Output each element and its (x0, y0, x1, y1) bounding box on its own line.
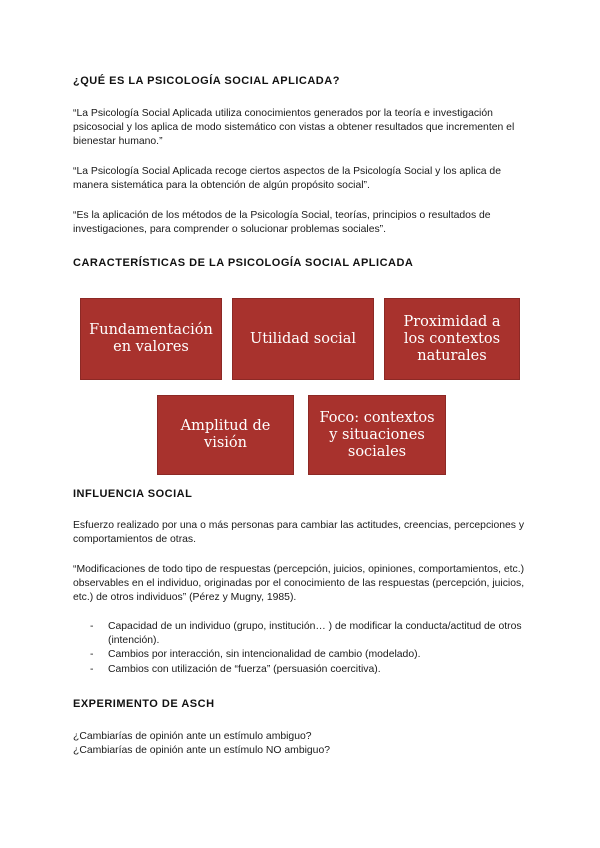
heading-experimento-asch: EXPERIMENTO DE ASCH (73, 698, 215, 710)
bullet-marker: - (90, 663, 94, 675)
influencia-quote: “Modificaciones de todo tipo de respuestas (percepción, juicios, opiniones, comportamientos, etc.) observables en el individuo, originadas por el conocimiento de las respuestas (percepción, juicios, etc.) de otros individuos” (Pérez y Mugny, 1985). (73, 564, 525, 604)
feature-box-fundamentacion (80, 298, 222, 380)
asch-question-1: ¿Cambiarías de opinión ante un estímulo ambiguo? (73, 731, 312, 742)
list-item-text: Cambios con utilización de “fuerza” (persuasión coercitiva). (108, 663, 381, 675)
influencia-bullet-list (73, 620, 533, 677)
definition-quote-1: “La Psicología Social Aplicada utiliza conocimientos generados por la teoría e investigación psicosocial y los aplica de modo sistemático con vistas a obtener resultados que incrementen el bienestar humano.” (73, 108, 515, 148)
feature-box-label: Amplitud de visión (180, 418, 271, 451)
list-item-text: Capacidad de un individuo (grupo, institución… ) de modificar la conducta/actitud de otros (intención). (108, 621, 522, 647)
feature-box-proximidad (384, 298, 520, 380)
feature-box-label: Fundamentación en valores (89, 322, 213, 355)
heading-caracteristicas: CARACTERÍSTICAS DE LA PSICOLOGÍA SOCIAL APLICADA (73, 257, 414, 269)
feature-box-utilidad-social (232, 298, 374, 380)
list-item (73, 620, 533, 648)
heading-influencia-social: INFLUENCIA SOCIAL (73, 488, 193, 500)
heading-que-es-psicologia-social-aplicada: ¿QUÉ ES LA PSICOLOGÍA SOCIAL APLICADA? (73, 75, 340, 87)
feature-box-label: Foco: contextos y situaciones sociales (319, 409, 435, 460)
list-item-text: Cambios por interacción, sin intencionalidad de cambio (modelado). (108, 649, 421, 661)
asch-questions (73, 730, 533, 758)
list-item (73, 648, 533, 662)
list-item (73, 663, 533, 677)
definition-quote-2: “La Psicología Social Aplicada recoge ciertos aspectos de la Psicología Social y los aplica de manera sistemática para la obtención de algún propósito social”. (73, 166, 501, 192)
asch-question-2: ¿Cambiarías de opinión ante un estímulo NO ambiguo? (73, 745, 331, 757)
feature-box-label: Proximidad a los contextos naturales (403, 313, 501, 364)
influencia-definition: Esfuerzo realizado por una o más personas para cambiar las actitudes, creencias, percepciones y comportamientos de otras. (73, 520, 525, 546)
bullet-marker: - (90, 621, 94, 632)
feature-box-label: Utilidad social (250, 330, 356, 347)
feature-box-amplitud (157, 395, 294, 475)
definition-quote-3: “Es la aplicación de los métodos de la Psicología Social, teorías, principios o resultados de investigaciones, para comprender o solucionar problemas sociales”. (73, 210, 491, 236)
feature-box-foco (308, 395, 446, 475)
bullet-marker: - (90, 649, 94, 661)
